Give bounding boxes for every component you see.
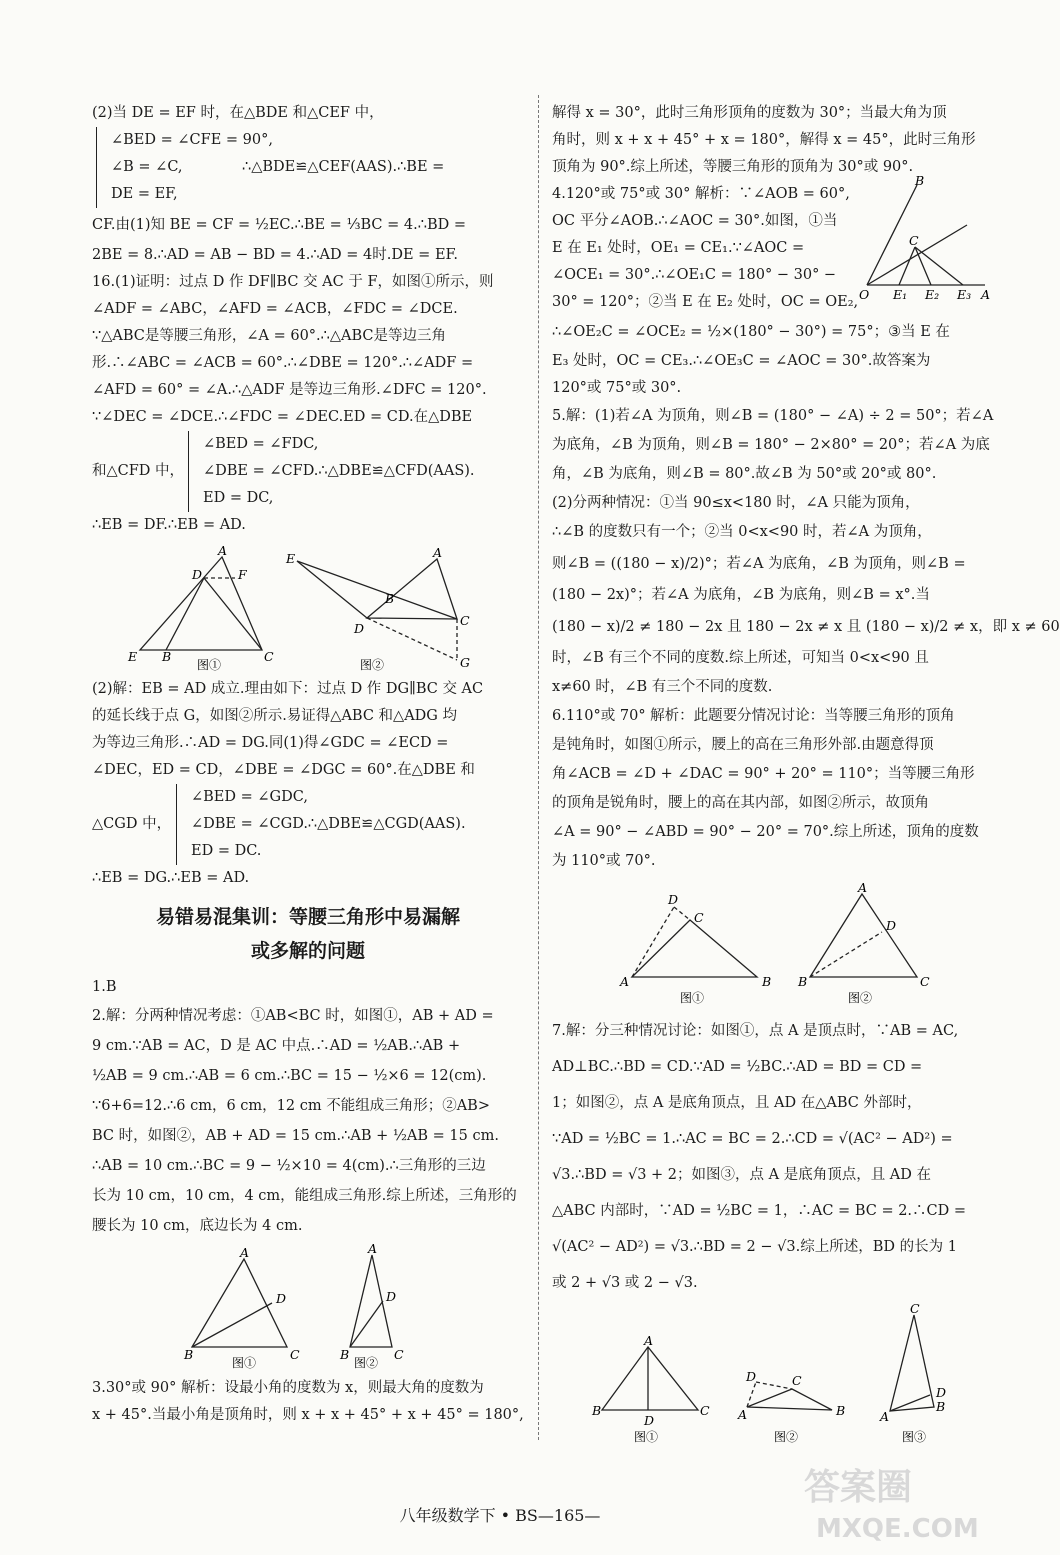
svg-text:D: D [644, 1413, 655, 1428]
text-line: ∴AB = 10 cm.∴BC = 9 − ½×10 = 4(cm).∴三角形的三边 [92, 1158, 486, 1174]
figure-caption: 图① [634, 1430, 659, 1444]
svg-text:E₃: E₃ [957, 287, 972, 302]
heading-line: 易错易混集训：等腰三角形中易漏解 [155, 906, 460, 928]
text-line: ∠DBE = ∠CFD.∴△DBE≌△CFD(AAS). [203, 463, 475, 479]
text-line: √3.∴BD = √3 + 2；如图③，点 A 是底角顶点，且 AD 在 [552, 1167, 932, 1183]
figure-caption: 图② [774, 1430, 799, 1444]
text-line: 形.∴∠ABC = ∠ACB = 60°.∴∠DBE = 120°.∴∠ADF = [92, 355, 474, 371]
text-line: 9 cm.∵AB = AC，D 是 AC 中点.∴AD = ½AB.∴AB + [92, 1038, 461, 1054]
svg-text:C: C [460, 613, 470, 628]
text-line: BC 时，如图②，AB + AD = 15 cm.∴AB + ½AB = 15 cm. [92, 1128, 499, 1144]
text-line: ∠DBE = ∠CGD.∴△DBE≌△CGD(AAS). [191, 816, 466, 832]
text-line: 时，∠B 有三个不同的度数.综上所述，可知当 0<x<90 且 [552, 650, 929, 666]
text-line: ∴∠OE₂C = ∠OCE₂ = ½×(180° − 30°) = 75°；③当 E 在 [552, 324, 950, 340]
brace-group [188, 431, 475, 512]
svg-text:B: B [340, 1347, 350, 1362]
svg-text:B: B [592, 1403, 602, 1418]
left-column [92, 100, 524, 1429]
page-footer: 八年级数学下 • BS—165— [399, 1506, 601, 1525]
svg-text:A: A [218, 543, 228, 558]
text-line: ∵∠DEC = ∠DCE.∴∠FDC = ∠DEC.ED = CD.在△DBE [92, 409, 473, 425]
text-line: 长为 10 cm，10 cm，4 cm，能组成三角形.综上所述，三角形的 [92, 1188, 517, 1204]
text-line: ½AB = 9 cm.∴AB = 6 cm.∴BC = 15 − ½×6 = 12(cm). [92, 1068, 487, 1084]
svg-text:A: A [858, 880, 868, 895]
text-line: ∠OCE₁ = 30°.∴∠OE₁C = 180° − 30° − [552, 267, 837, 283]
figure-caption: 图② [848, 991, 873, 1005]
text-line: 为 110°或 70°. [552, 853, 656, 869]
text-line: DE = EF, [111, 186, 178, 202]
text-line: 则∠B = ((180 − x)/2)°；若∠A 为底角，∠B 为顶角，则∠B = [552, 556, 966, 572]
svg-text:O: O [859, 287, 870, 302]
svg-text:G: G [460, 655, 470, 670]
svg-text:A: A [644, 1333, 654, 1348]
question-7 [552, 1013, 992, 1301]
problem-16-part1 [92, 269, 524, 539]
text-line: 16.(1)证明：过点 D 作 DF∥BC 交 AC 于 F，如图①所示，则 [92, 274, 494, 290]
text-line: ∴EB = DF.∴EB = AD. [92, 517, 246, 533]
text-line: ED = DC. [191, 843, 262, 859]
svg-text:A: A [620, 974, 630, 989]
svg-text:C: C [694, 910, 704, 925]
figure-caption: 图① [680, 991, 705, 1005]
problem-16-part2 [92, 676, 524, 892]
svg-text:B: B [762, 974, 772, 989]
svg-text:C: C [394, 1347, 404, 1362]
text-line: 角，∠B 为底角，则∠B = 80°.故∠B 为 50°或 20°或 80°. [552, 466, 937, 482]
svg-text:D: D [886, 918, 897, 933]
text-line: √(AC² − AD²) = √3.∴BD = 2 − √3.综上所述，BD 的长为 1 [552, 1239, 957, 1255]
svg-text:D: D [936, 1385, 947, 1400]
text-line: 7.解：分三种情况讨论：如图①，点 A 是顶点时，∵AB = AC, [552, 1023, 959, 1039]
figure-16-diagrams [92, 545, 524, 670]
text-line: 为等边三角形.∴AD = DG.同(1)得∠GDC = ∠ECD = [92, 735, 449, 751]
text-line: 6.110°或 70° 解析：此题要分情况讨论：当等腰三角形的顶角 [552, 708, 955, 724]
text-line: 腰长为 10 cm，底边长为 4 cm. [92, 1218, 303, 1234]
question-1: 1.B [92, 979, 117, 995]
text-line: ∠B = ∠C, [111, 159, 183, 175]
question-3 [92, 1375, 524, 1429]
svg-text:D: D [276, 1291, 287, 1306]
svg-text:C: C [290, 1347, 300, 1362]
question-2 [92, 1001, 524, 1241]
svg-text:E: E [128, 649, 138, 664]
text-line: 2BE = 8.∴AD = AB − BD = 4.∴AD = 4时.DE = EF. [92, 247, 458, 263]
question-4 [552, 173, 992, 402]
text-line: ∠ADF = ∠ABC，∠AFD = ∠ACB，∠FDC = ∠DCE. [92, 301, 458, 317]
text-line: 角∠ACB = ∠D + ∠DAC = 90° + 20° = 110°；当等腰三角形 [552, 766, 975, 782]
text-line: (2)分两种情况：①当 90≤x<180 时，∠A 只能为顶角， [552, 495, 920, 511]
right-column [552, 100, 1060, 1453]
text-line: (180 − 2x)°；若∠A 为底角，∠B 为底角，则∠B = x°.当 [552, 587, 930, 603]
svg-text:B: B [915, 173, 925, 188]
figure-6-diagrams [552, 882, 992, 1007]
figure-caption: 图③ [902, 1430, 927, 1444]
svg-text:C: C [910, 1301, 920, 1316]
text-line: 4.120°或 75°或 30° 解析：∵∠AOB = 60°, [552, 186, 850, 202]
figure-caption: 图① [232, 1356, 257, 1370]
text-line: 1；如图②，点 A 是底角顶点，且 AD 在△ABC 外部时， [552, 1095, 922, 1111]
heading-line: 或多解的问题 [250, 940, 365, 962]
watermark-logo-text: 答案圈 [804, 1467, 913, 1508]
text-line: (180 − x)/2 ≠ 180 − 2x 且 180 − 2x ≠ x 且 (180 − x)/2 ≠ x，即 x ≠ 60 [552, 619, 1060, 635]
svg-text:B: B [162, 649, 172, 664]
text-line: 是钝角时，如图①所示，腰上的高在三角形外部.由题意得顶 [552, 737, 934, 753]
text-line: OC 平分∠AOB.∴∠AOC = 30°.如图，①当 [552, 213, 838, 229]
svg-text:E₁: E₁ [893, 287, 908, 302]
text-line: 5.解：(1)若∠A 为顶角，则∠B = (180° − ∠A) ÷ 2 = 50°；若∠A [552, 408, 994, 424]
figure-caption: 图① [197, 658, 222, 672]
text-line: x≠60 时，∠B 有三个不同的度数. [552, 679, 773, 695]
text-line: △ABC 内部时，∵AD = ½BC = 1，∴AC = BC = 2.∴CD = [552, 1203, 967, 1219]
problem-15-part2 [92, 100, 524, 269]
text-line: ∴△BDE≌△CEF(AAS).∴BE = [242, 159, 445, 175]
svg-text:D: D [746, 1369, 757, 1384]
figure-caption: 图② [354, 1356, 379, 1370]
svg-text:E: E [286, 551, 296, 566]
svg-text:B: B [836, 1403, 846, 1418]
text-line: (2)解：EB = AD 成立.理由如下：过点 D 作 DG∥BC 交 AC [92, 681, 484, 697]
text-line: 或 2 + √3 或 2 − √3. [552, 1275, 698, 1291]
text-line: 120°或 75°或 30°. [552, 380, 682, 396]
text-line: E₃ 处时，OC = CE₃.∴∠OE₃C = ∠AOC = 30°.故答案为 [552, 353, 931, 369]
svg-text:C: C [264, 649, 274, 664]
svg-text:A: A [880, 1409, 890, 1424]
figure-4-angle [857, 175, 992, 310]
svg-text:B: B [936, 1399, 946, 1414]
text-line: ED = DC, [203, 490, 274, 506]
text-line: ∠BED = ∠CFE = 90°, [111, 132, 273, 148]
watermark-url: MXQE.COM [816, 1514, 979, 1544]
text-line: ∠BED = ∠FDC, [203, 436, 319, 452]
section-heading [92, 900, 524, 968]
svg-text:C: C [792, 1373, 802, 1388]
svg-text:D: D [668, 892, 679, 907]
svg-text:A: A [981, 287, 991, 302]
text-line: ∠A = 90° − ∠ABD = 90° − 20° = 70°.综上所述，顶角的度数 [552, 824, 979, 840]
svg-text:B: B [385, 591, 395, 606]
text-line: E 在 E₁ 处时，OE₁ = CE₁.∵∠AOC = [552, 240, 805, 256]
text-line: 和△CFD 中， [92, 463, 185, 479]
svg-text:A: A [738, 1407, 748, 1422]
question-6 [552, 702, 992, 876]
text-line: ∴∠B 的度数只有一个；②当 0<x<90 时，若∠A 为顶角， [552, 524, 932, 540]
question-5 [552, 402, 1060, 702]
text-line: ∠BED = ∠GDC, [191, 789, 308, 805]
svg-text:D: D [354, 621, 365, 636]
column-divider [538, 95, 539, 1440]
text-line: (2)当 DE = EF 时，在△BDE 和△CEF 中， [92, 105, 384, 121]
svg-text:C: C [909, 233, 919, 248]
svg-text:F: F [238, 567, 247, 582]
text-line: △CGD 中， [92, 816, 172, 832]
svg-text:D: D [192, 567, 203, 582]
text-line: 的顶角是锐角时，腰上的高在其内部，如图②所示，故顶角 [552, 795, 929, 811]
text-line: 为底角，∠B 为顶角，则∠B = 180° − 2×80° = 20°；若∠A 为底 [552, 437, 990, 453]
text-line: x + 45°.当最小角是顶角时，则 x + x + 45° + x + 45° = 180°, [92, 1407, 524, 1423]
figure-7-diagrams [552, 1301, 992, 1447]
text-line: AD⊥BC.∴BD = CD.∵AD = ½BC.∴AD = BD = CD = [552, 1059, 923, 1075]
text-line: ∠DEC，ED = CD，∠DBE = ∠DGC = 60°.在△DBE 和 [92, 762, 475, 778]
svg-text:B: B [184, 1347, 194, 1362]
svg-text:C: C [700, 1403, 710, 1418]
svg-text:E₂: E₂ [925, 287, 940, 302]
text-line: CF.由(1)知 BE = CF = ½EC.∴BE = ⅓BC = 4.∴BD = [92, 217, 466, 233]
svg-text:A: A [240, 1245, 250, 1260]
text-line: ∠AFD = 60° = ∠A.∴△ADF 是等边三角形.∠DFC = 120°. [92, 382, 487, 398]
question-3-continued [552, 100, 992, 181]
text-line: 解得 x = 30°，此时三角形顶角的度数为 30°；当最大角为顶 [552, 105, 947, 121]
text-line: ∵6+6=12.∴6 cm，6 cm，12 cm 不能组成三角形；②AB> [92, 1098, 490, 1114]
text-line: 2.解：分两种情况考虑：①AB<BC 时，如图①，AB + AD = [92, 1008, 494, 1024]
text-line: ∴EB = DG.∴EB = AD. [92, 870, 250, 886]
text-line: 的延长线于点 G，如图②所示.易证得△ABC 和△ADG 均 [92, 708, 457, 724]
text-line: 3.30°或 90° 解析：设最小角的度数为 x，则最大角的度数为 [92, 1380, 484, 1396]
watermark-logo [794, 1457, 984, 1547]
brace-group [176, 784, 466, 865]
figure-caption: 图② [360, 658, 385, 672]
svg-text:B: B [798, 974, 808, 989]
text-line: ∵AD = ½BC = 1.∴AC = BC = 2.∴CD = √(AC² − AD²) = [552, 1131, 953, 1147]
text-line: 顶角为 90°.综上所述，等腰三角形的顶角为 30°或 90°. [552, 159, 914, 175]
svg-text:A: A [368, 1241, 378, 1256]
svg-text:C: C [920, 974, 930, 989]
figure-2-diagrams [92, 1241, 524, 1370]
text-line: 30° = 120°；②当 E 在 E₂ 处时，OC = OE₂, [552, 294, 859, 310]
svg-text:A: A [433, 545, 443, 560]
text-line: 角时，则 x + x + 45° + x = 180°，解得 x = 45°，此时三角形 [552, 132, 976, 148]
svg-text:D: D [386, 1289, 397, 1304]
text-line: ∵△ABC是等腰三角形，∠A = 60°.∴△ABC是等边三角 [92, 328, 447, 344]
